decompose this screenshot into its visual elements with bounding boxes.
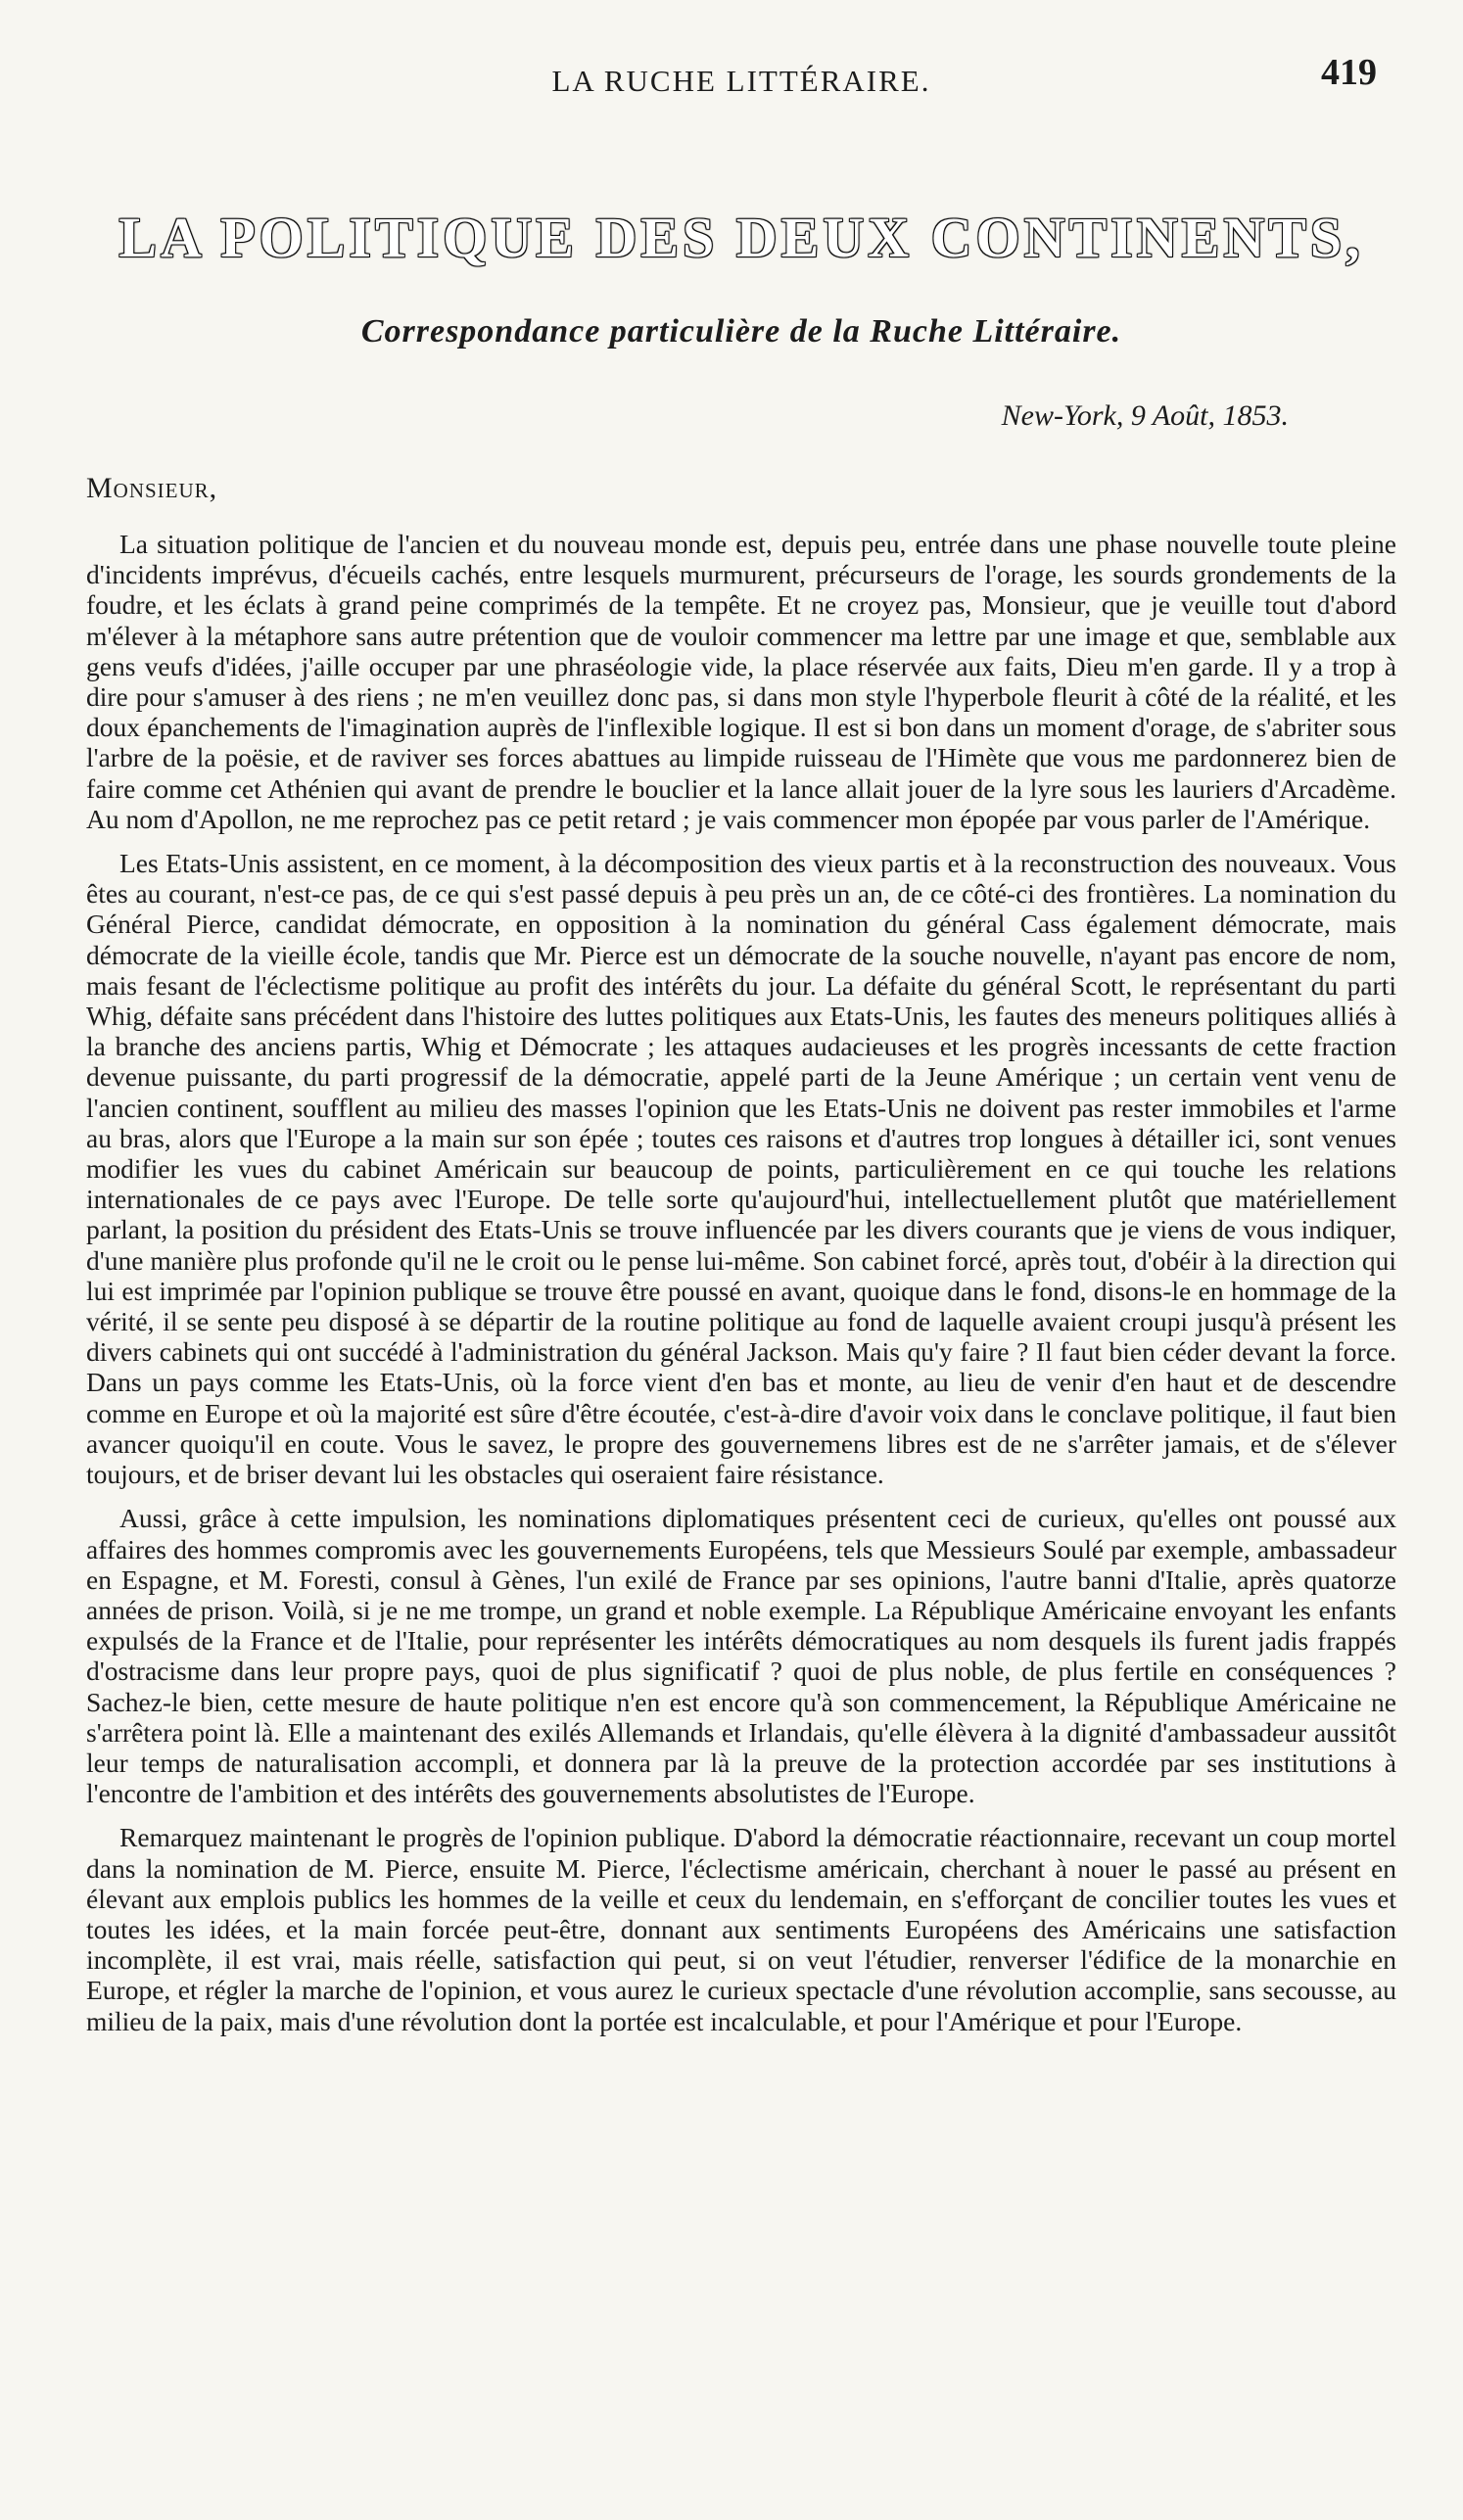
salutation: Monsieur, [86, 472, 218, 504]
paragraph: Aussi, grâce à cette impulsion, les nominations diplomatiques présentent ceci de curieux, qu'elles ont poussé aux affaires des hommes compromis avec les gouvernements Européens, tels que Messieurs Soulé par exemple, ambassadeur en Espagne, et M. Foresti, consul à Gènes, l'un exilé de France par ses opinions, l'autre banni d'Italie, après quatorze années de prison. Voilà, si je ne me trompe, un grand et noble exemple. La République Américaine envoyant les enfants expulsés de la France et de l'Italie, pour représenter les intérêts démocratiques au nom desquels ils furent jadis frappés d'ostracisme dans leur propre pays, quoi de plus significatif ? quoi de plus noble, de plus fertile en conséquences ? Sachez-le bien, cette mesure de haute politique n'en est encore qu'à son commencement, la République Américaine ne s'arrêtera point là. Elle a maintenant des exilés Allemands et Irlandais, qu'elle élèvera à la dignité d'ambassadeur aussitôt leur temps de naturalisation accompli, et donnera par là la preuve de la protection accordée par ses institutions à l'encontre de l'ambition et des intérêts des gouvernements absolutistes de l'Europe. [86, 1503, 1396, 1809]
running-header [86, 47, 1396, 116]
dateline: New-York, 9 Août, 1853. [1001, 399, 1289, 432]
running-title: LA RUCHE LITTÉRAIRE. [551, 64, 931, 98]
paragraph: Remarquez maintenant le progrès de l'opinion publique. D'abord la démocratie réactionnaire, recevant un coup mortel dans la nomination de M. Pierce, ensuite M. Pierce, l'éclectisme américain, cherchant à nouer le passé au présent en élevant aux emplois publics les hommes de la veille et ceux du lendemain, en s'efforçant de concilier toutes les vues et toutes les idées, et la main forcée peut-être, donnant aux sentiments Européens des Américains une satisfaction incomplète, il est vrai, mais réelle, satisfaction qui peut, si on veut l'étudier, renverser l'édifice de la monarchie en Europe, et régler la marche de l'opinion, et vous aurez le curieux spectacle d'une révolution accomplie, sans secousse, au milieu de la paix, mais d'une révolution dont la portée est incalculable, et pour l'Amérique et pour l'Europe. [86, 1822, 1396, 2036]
paragraph: La situation politique de l'ancien et du nouveau monde est, depuis peu, entrée dans une phase nouvelle toute pleine d'incidents imprévus, d'écueils cachés, entre lesquels murmurent, précurseurs de l'orage, les sourds grondements de la foudre, et les éclats à grand peine comprimés de la tempête. Et ne croyez pas, Monsieur, que je veuille tout d'abord m'élever à la métaphore sans autre prétention que de vouloir commencer ma lettre par une image et que, semblable aux gens veufs d'idées, j'aille occuper par une phraséologie vide, la place réservée aux faits, Dieu m'en garde. Il y a trop à dire pour s'amuser à des riens ; ne m'en veuillez donc pas, si dans mon style l'hyperbole fleurit à côté de la réalité, et les doux épanchements de l'imagination auprès de l'inflexible logique. Il est si bon dans un moment d'orage, de s'abriter sous l'arbre de la poësie, et de raviver ses forces abattues au limpide ruisseau de l'Himète que vous me pardonnerez bien de faire comme cet Athénien qui avant de prendre le bouclier et la lance allait jouer de la lyre sous les lauriers d'Arcadème. Au nom d'Apollon, ne me reprochez pas ce petit retard ; je vais commencer mon épopée par vous parler de l'Amérique. [86, 529, 1396, 834]
article-title [86, 204, 1396, 272]
article-subtitle: Correspondance particulière de la Ruche Littéraire. [360, 313, 1122, 350]
page-number: 419 [1321, 52, 1377, 93]
article-title-text: LA POLITIQUE DES DEUX CONTINENTS, [118, 206, 1364, 269]
paragraph: Les Etats-Unis assistent, en ce moment, à la décomposition des vieux partis et à la reconstruction des nouveaux. Vous êtes au courant, n'est-ce pas, de ce qui s'est passé depuis à peu près un an, de ce côté-ci des frontières. La nomination du Général Pierce, candidat démocrate, en opposition à la nomination du général Cass également démocrate, mais démocrate de la vieille école, tandis que Mr. Pierce est un démocrate de la souche nouvelle, n'ayant pas encore de nom, mais fesant de l'éclectisme politique au profit des intérêts du jour. La défaite du général Scott, le représentant du parti Whig, défaite sans précédent dans l'histoire des luttes politiques aux Etats-Unis, les fautes des meneurs politiques alliés à la branche des anciens partis, Whig et Démocrate ; les attaques audacieuses et les progrès incessants de cette fraction devenue puissante, du parti progressif de la démocratie, appelé parti de la Jeune Amérique ; un certain vent venu de l'ancien continent, soufflent au milieu des masses l'opinion que les Etats-Unis ne doivent pas rester immobiles et l'arme au bras, alors que l'Europe a la main sur son épée ; toutes ces raisons et d'autres trop longues à détailler ici, sont venues modifier les vues du cabinet Américain sur beaucoup de points, particulièrement en ce qui touche les relations internationales de ce pays avec l'Europe. De telle sorte qu'aujourd'hui, intellectuellement plutôt que matériellement parlant, la position du président des Etats-Unis se trouve influencée par les divers courants que je viens de vous indiquer, d'une manière plus profonde qu'il ne le croit ou le pense lui-même. Son cabinet forcé, après tout, d'obéir à la direction qui lui est imprimée par l'opinion publique se trouve être poussé en avant, quoique dans le fond, disons-le en hommage de la vérité, il se sente peu disposé à se départir de la routine politique au fond de laquelle avaient croupi jusqu'à présent les divers cabinets qui ont succédé à l'administration du général Jackson. Mais qu'y faire ? Il faut bien céder devant la force. Dans un pays comme les Etats-Unis, où la force vient d'en bas et monte, au lieu de venir d'en haut et de descendre comme en Europe et où la majorité est sûre d'être écoutée, c'est-à-dire d'avoir voix dans le conclave politique, il faut bien avancer quoiqu'il en coute. Vous le savez, le propre des gouvernemens libres est de ne s'arrêter jamais, et de s'élever toujours, et de briser devant lui les obstacles qui oseraient faire résistance. [86, 848, 1396, 1490]
article-body [86, 529, 1396, 2036]
